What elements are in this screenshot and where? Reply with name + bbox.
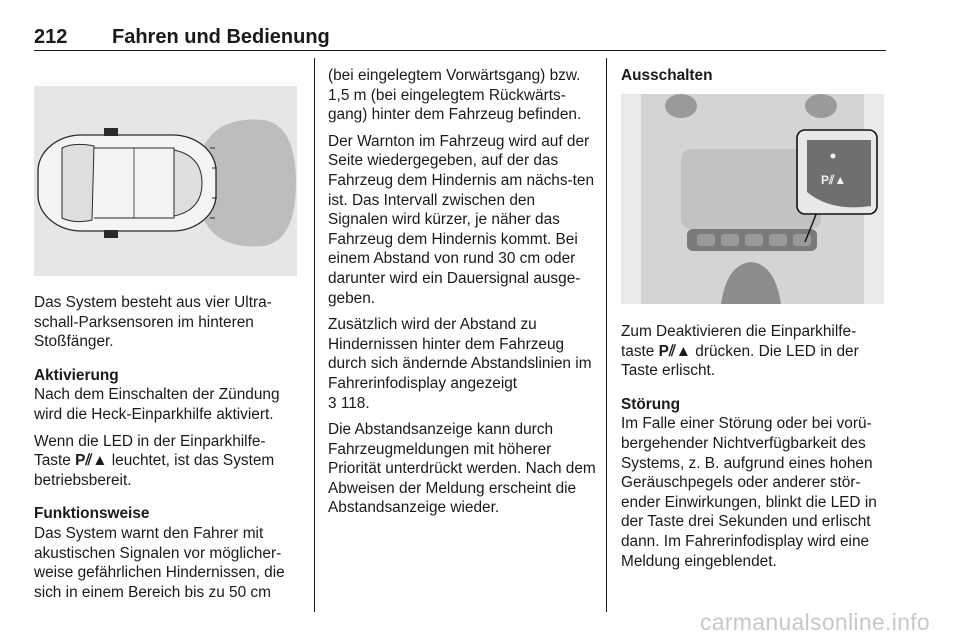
car-sensor-illustration [34,86,297,276]
page-number: 212 [34,26,68,48]
fault-heading: Störung [621,395,680,413]
column-divider-2 [606,58,607,612]
page-title: Fahren und Bedienung [112,26,330,48]
park-assist-symbol-icon: P⫽▲ [658,342,692,360]
off-text-a: Zum Deaktivieren die Einparkhilfe-taste [621,323,857,360]
column-3 [621,66,887,86]
park-assist-symbol-icon: P⫽▲ [75,452,108,470]
distance-display-text: Zusätzlich wird der Abstand zu Hindernissen hinter dem Fahrzeug durch sich ändernde Abstandslinien im Fahrerinfodisplay angezeigt [328,316,592,392]
intro-paragraph: Das System besteht aus vier Ultra-schall-Parksensoren im hinteren Stoßfänger. [34,294,272,351]
function-paragraph: Das System warnt den Fahrer mit akustischen Signalen vor möglicher-weise gefährlichen Hindernissen, die sich in einem Bereich bis zu 50 cm [34,524,285,601]
activation-text-a: Wenn die LED in der Einparkhilfe-Taste [34,432,266,470]
range-paragraph: (bei eingelegtem Vorwärtsgang) bzw. 1,5 m (bei eingelegtem Rückwärts-gang) hinter dem Fahrzeug befinden. [328,67,582,124]
off-heading: Ausschalten [621,67,713,84]
activation-paragraph-1: Nach dem Einschalten der Zündung wird die Heck-Einparkhilfe aktiviert. [34,386,280,423]
function-heading: Funktionsweise [34,505,150,523]
warning-tone-paragraph: Der Warnton im Fahrzeug wird auf der Seite wiedergegeben, auf der das Fahrzeug dem Hindernis am nächs-ten ist. Das Intervall zwischen den Signalen wird kürzer, je näher das Fahrzeug dem Hindernis kommt. Bei einem Abstand von rund 30 cm oder darunter wird ein Dauersignal ausge-geben. [328,132,595,307]
column-divider-1 [314,58,315,612]
console-button-photo [621,94,884,304]
watermark: carmanualsonline.info [699,609,930,635]
distance-display-paragraph [328,315,596,413]
fault-paragraph: Im Falle einer Störung oder bei vorü-bergehender Nichtverfügbarkeit des Systems, z. B. aufgrund eines hohen Geräuschpegels oder anderer stör-ender Einwirkungen, blinkt die LED in der Taste drei Sekunden und erlischt dann. Im Fahrerinfodisplay wird eine Meldung eingeblendet. [621,415,877,570]
column-3-text [621,322,887,578]
activation-heading: Aktivierung [34,366,119,384]
priority-paragraph: Die Abstandsanzeige kann durch Fahrzeugmeldungen mit höherer Priorität unterdrückt werden. Nach dem Abweisen der Meldung erscheint die Abstandsanzeige wieder. [328,421,596,517]
column-2 [328,66,596,525]
page-header [34,26,886,52]
activation-text-b: leuchtet, ist das System betriebsbereit. [34,452,275,489]
column-1 [34,293,300,609]
off-paragraph [621,322,887,381]
page-reference: 3 118. [328,394,370,412]
svg-text:P⫽▲: P⫽▲ [821,173,847,187]
activation-paragraph-2 [34,432,300,491]
off-text-b: drücken. Die LED in der Taste erlischt. [621,342,859,380]
header-rule [34,50,886,51]
car-icon [38,128,217,238]
